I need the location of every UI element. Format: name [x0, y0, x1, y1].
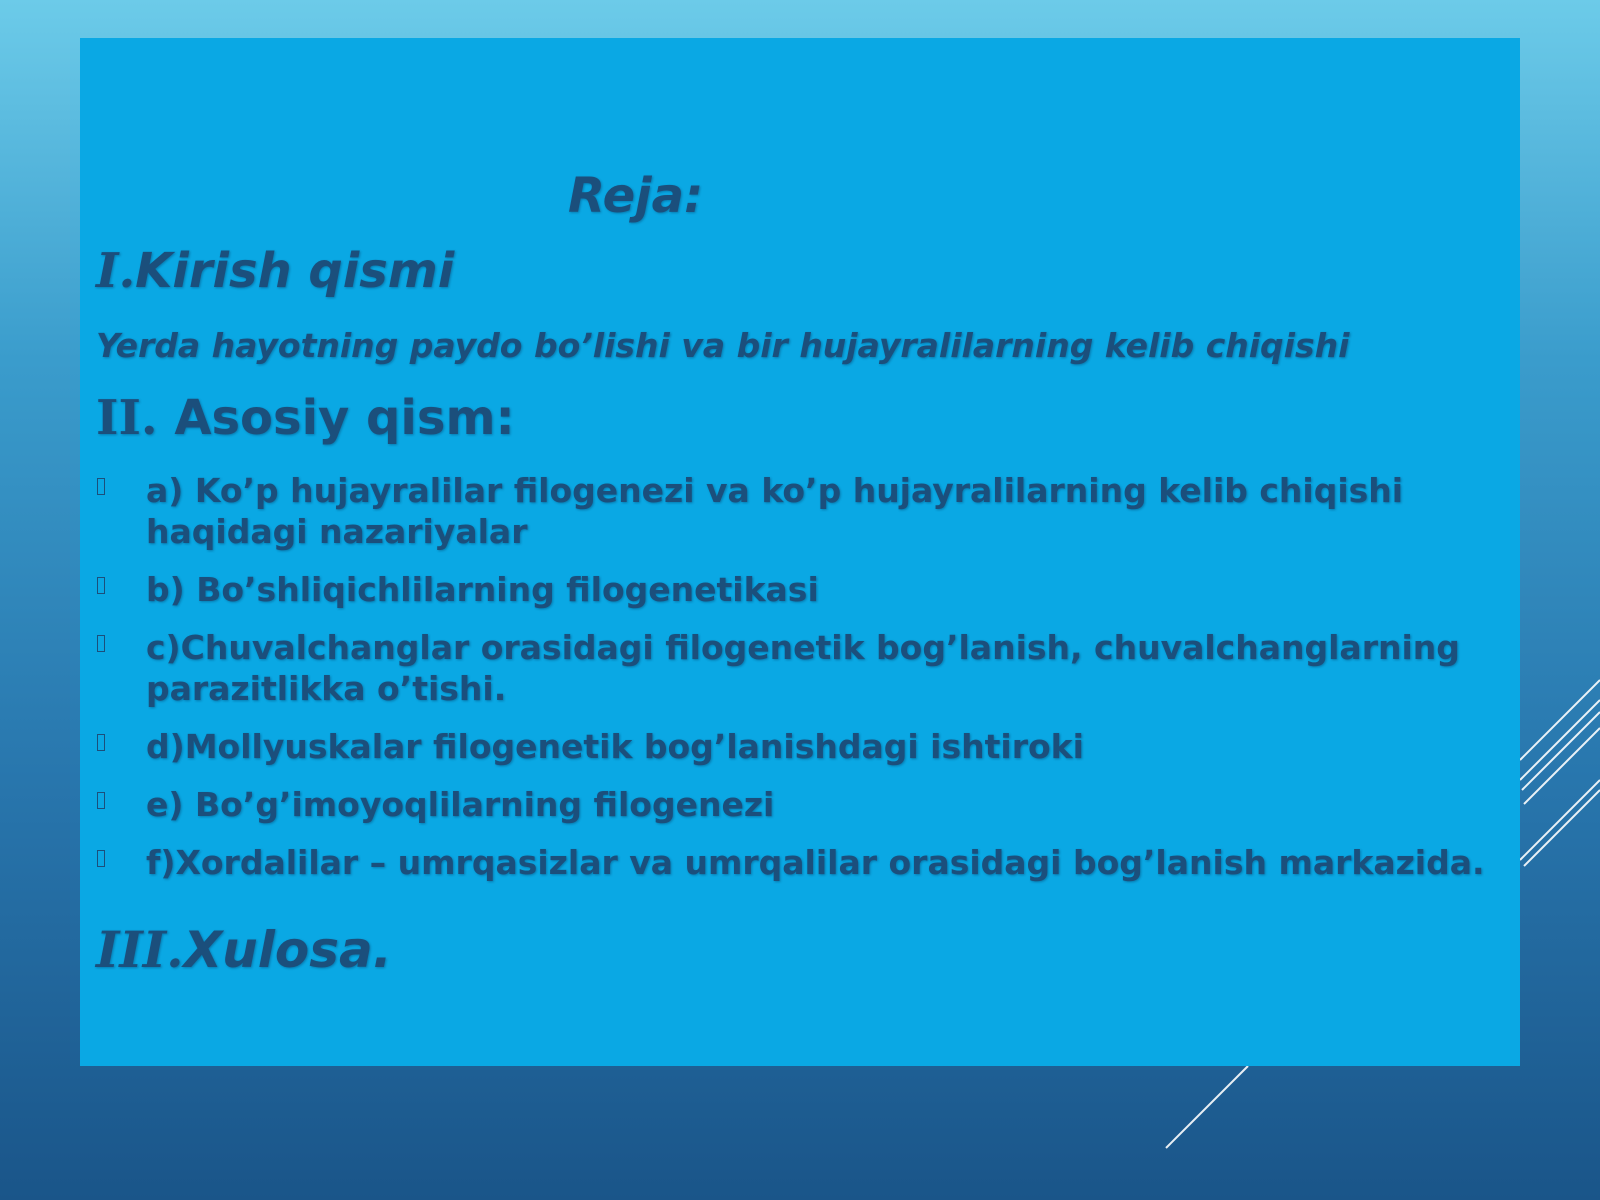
- list-item-text-continued: parazitlikka o’tishi.: [146, 669, 507, 708]
- list-item-text: a) Ko’p hujayralilar filogenezi va ko’p hujayralilarning kelib chiqishi: [146, 471, 1404, 510]
- list-item-text: e) Bo’g’imoyoqlilarning filogenezi: [146, 785, 775, 824]
- main-topics-list: [80, 470, 1520, 900]
- list-item: [80, 726, 1520, 767]
- square-bullet-icon: [97, 577, 105, 594]
- section-main-heading: [96, 390, 515, 446]
- square-bullet-icon: [97, 850, 105, 867]
- section-intro-label: Kirish qismi: [135, 243, 455, 299]
- list-item-text: b) Bo’shliqichlilarning filogenetikasi: [146, 570, 819, 609]
- slide-title: Reja:: [568, 168, 704, 224]
- list-item: [80, 470, 1520, 552]
- square-bullet-icon: [97, 478, 105, 495]
- section-intro-heading: [96, 243, 454, 299]
- square-bullet-icon: [97, 734, 105, 751]
- list-item: [80, 627, 1520, 709]
- list-item-text: c)Chuvalchanglar orasidagi filogenetik bog’lanish, chuvalchanglarning: [146, 628, 1460, 667]
- content-panel: [80, 38, 1520, 1066]
- section-conclusion-label: Xulosa.: [183, 921, 392, 979]
- section-intro-numeral: I.: [96, 243, 136, 299]
- section-intro-subtitle: Yerda hayotning paydo bo’lishi va bir hujayralilarning kelib chiqishi: [96, 326, 1350, 365]
- section-main-label: Asosiy qism:: [157, 390, 515, 446]
- list-item: [80, 569, 1520, 610]
- list-item: [80, 784, 1520, 825]
- list-item-text: d)Mollyuskalar filogenetik bog’lanishdagi ishtiroki: [146, 727, 1084, 766]
- section-conclusion-heading: [96, 920, 392, 979]
- square-bullet-icon: [97, 792, 105, 809]
- list-item: [80, 842, 1520, 883]
- section-conclusion-numeral: III.: [96, 920, 184, 979]
- list-item-text-continued: haqidagi nazariyalar: [146, 512, 528, 551]
- list-item-text: f)Xordalilar – umrqasizlar va umrqalilar orasidagi bog’lanish markazida.: [146, 843, 1485, 882]
- square-bullet-icon: [97, 635, 105, 652]
- section-main-numeral: II.: [96, 390, 158, 446]
